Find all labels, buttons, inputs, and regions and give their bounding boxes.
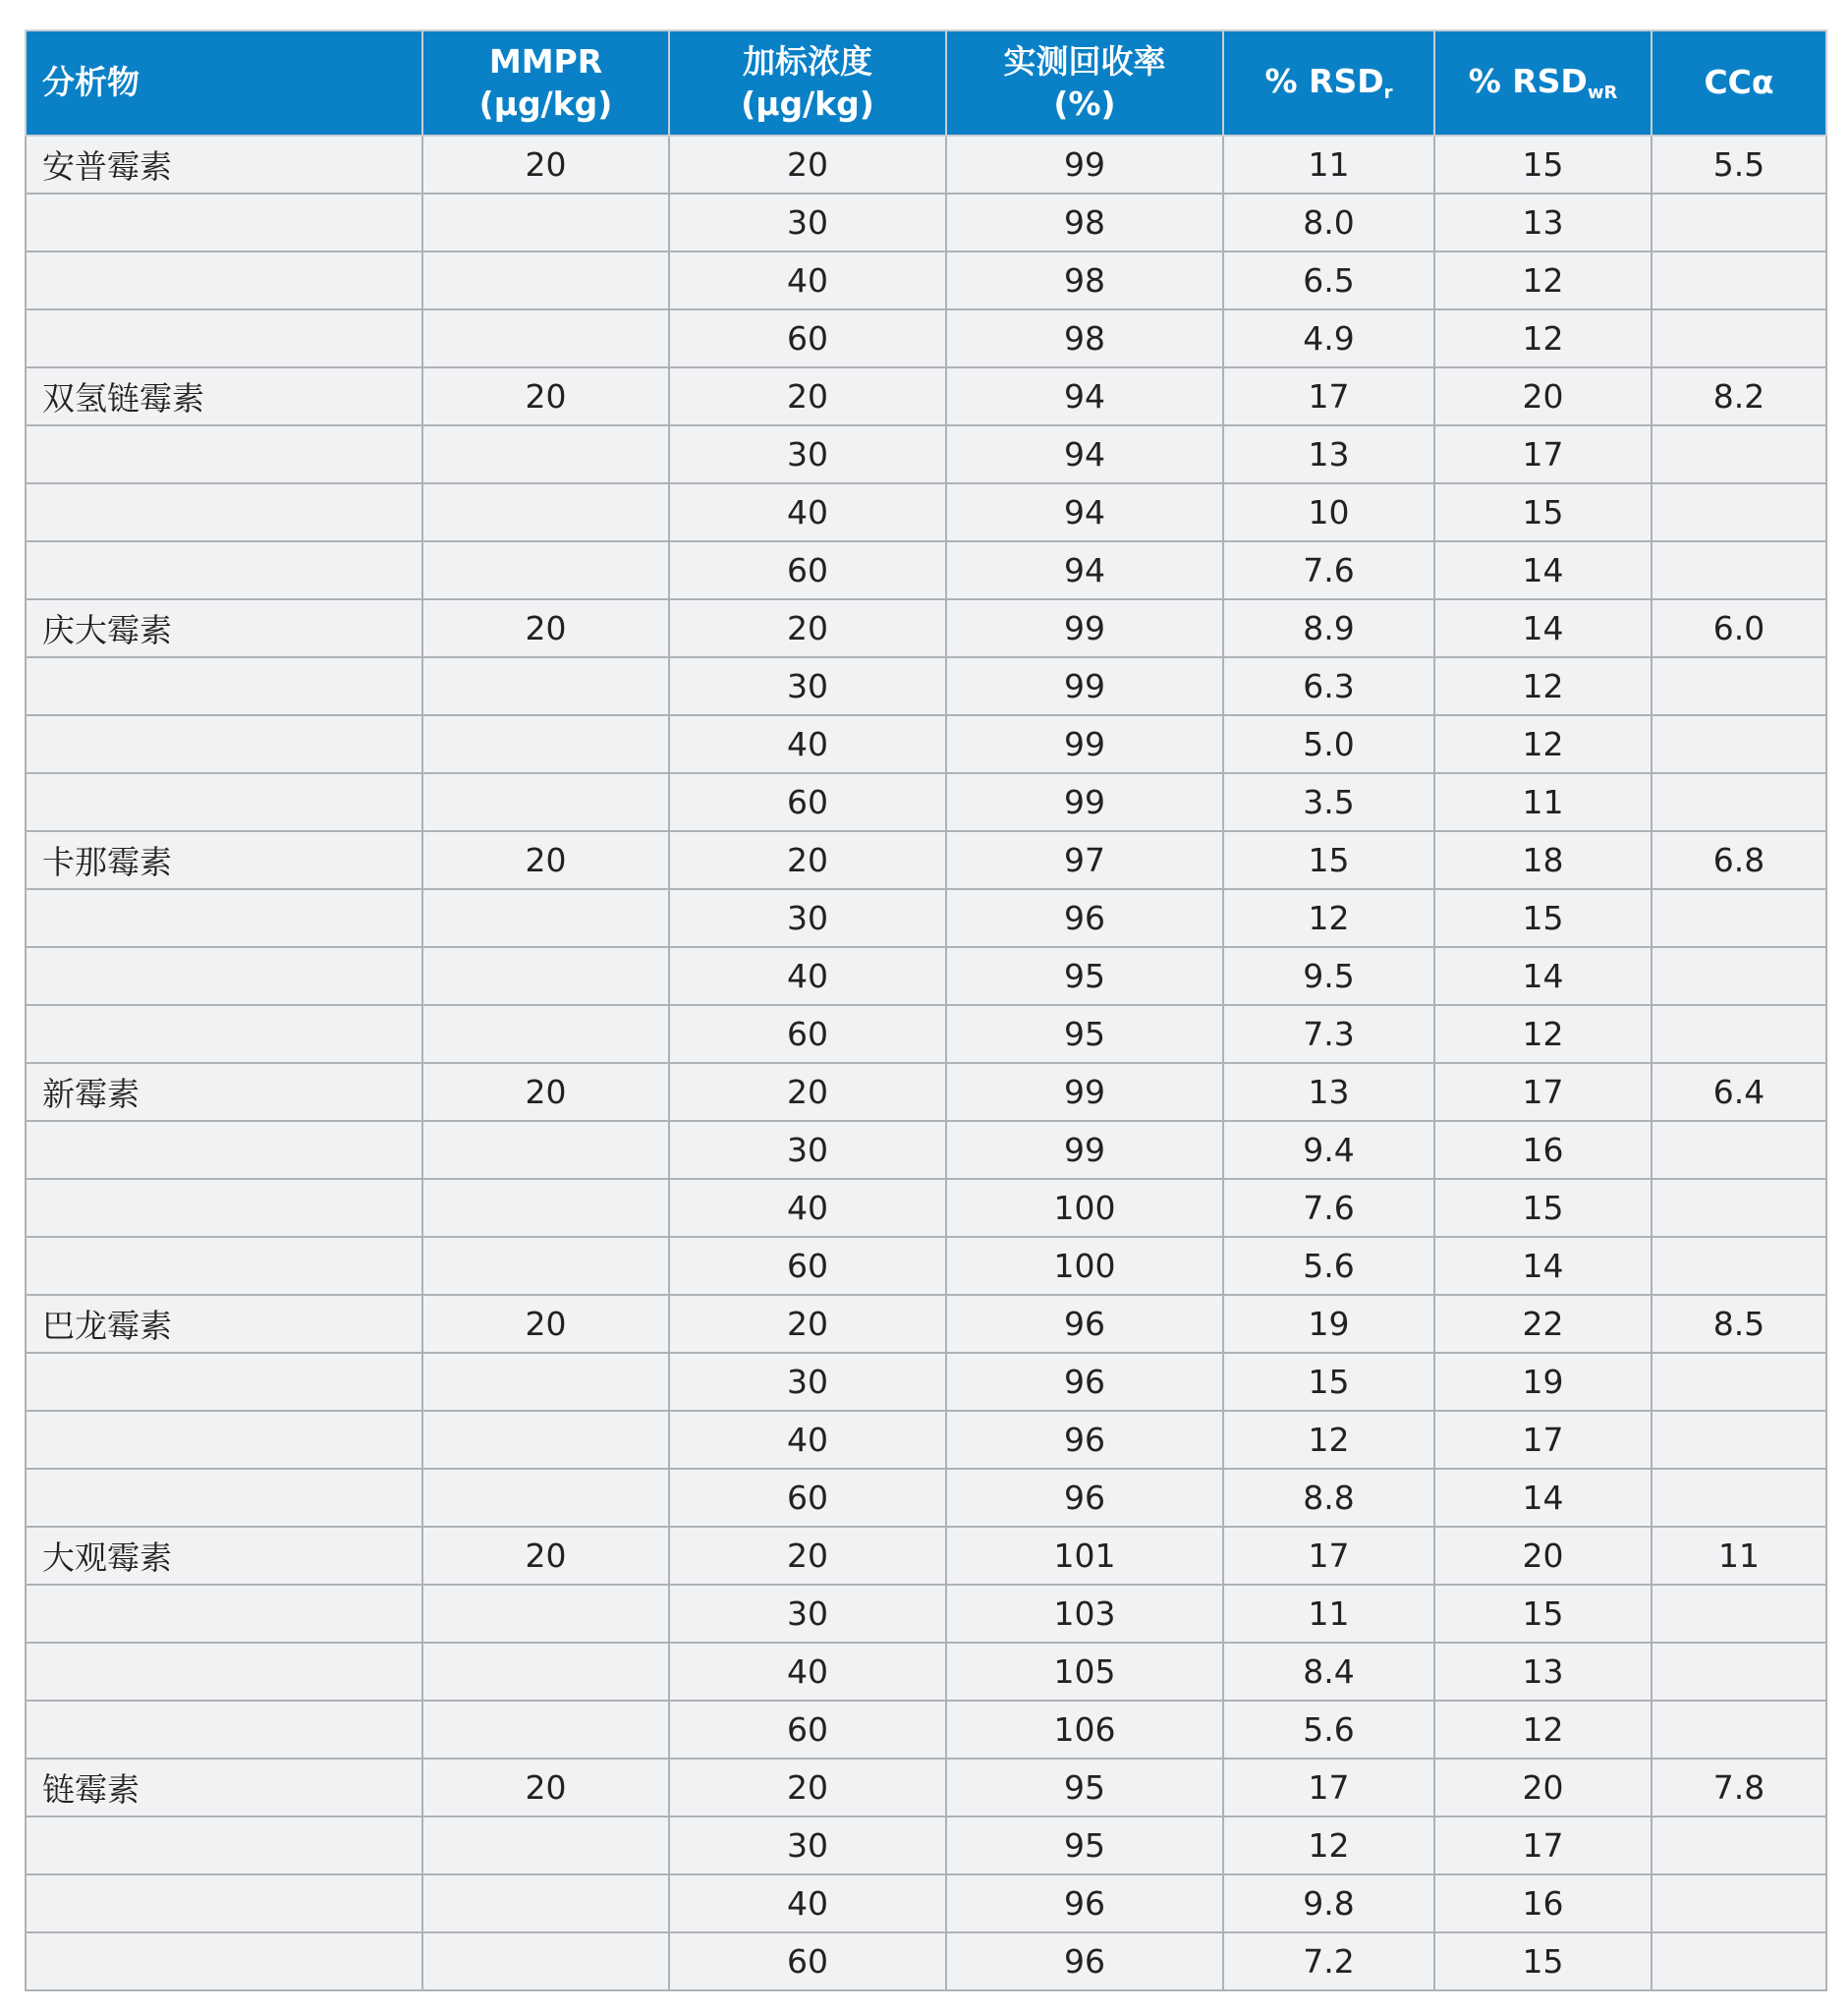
- analyte-cell: [26, 889, 422, 947]
- table-row: [26, 1527, 1826, 1585]
- cc-alpha-cell: 8.2: [1652, 367, 1826, 425]
- header-spike-line1: 加标浓度: [743, 41, 872, 81]
- table-row: [26, 1063, 1826, 1121]
- table-row: [26, 1411, 1826, 1469]
- analyte-cell: [26, 1237, 422, 1295]
- cc-alpha-cell: 6.0: [1652, 599, 1826, 657]
- analyte-cell: [26, 773, 422, 831]
- rsd-r-cell: 19: [1223, 1295, 1434, 1353]
- rsd-r-cell: 7.6: [1223, 1179, 1434, 1237]
- rsd-r-cell: 3.5: [1223, 773, 1434, 831]
- header-rsd-wr: [1434, 30, 1652, 136]
- recovery-cell: 99: [946, 1063, 1223, 1121]
- analyte-cell: [26, 1585, 422, 1643]
- rsd-r-cell: 5.6: [1223, 1237, 1434, 1295]
- spike-cell: 20: [669, 831, 946, 889]
- header-rsd-wr-main: % RSD: [1468, 62, 1588, 101]
- spike-cell: 20: [669, 1295, 946, 1353]
- table-row: [26, 831, 1826, 889]
- cc-alpha-cell: [1652, 425, 1826, 483]
- rsd-wr-cell: 14: [1434, 1237, 1652, 1295]
- spike-cell: 30: [669, 425, 946, 483]
- analyte-cell: [26, 1353, 422, 1411]
- mmpr-cell: [422, 252, 669, 309]
- rsd-r-cell: 13: [1223, 1063, 1434, 1121]
- cc-alpha-cell: 11: [1652, 1527, 1826, 1585]
- table-row: [26, 1932, 1826, 1990]
- spike-cell: 60: [669, 1237, 946, 1295]
- analyte-cell: [26, 1179, 422, 1237]
- cc-alpha-cell: [1652, 1353, 1826, 1411]
- spike-cell: 40: [669, 1179, 946, 1237]
- rsd-r-cell: 12: [1223, 889, 1434, 947]
- analyte-cell: [26, 657, 422, 715]
- rsd-wr-cell: 12: [1434, 309, 1652, 367]
- header-spike-line2: (μg/kg): [741, 84, 874, 123]
- table-row: [26, 1005, 1826, 1063]
- analyte-cell: [26, 1816, 422, 1874]
- spike-cell: 60: [669, 773, 946, 831]
- cc-alpha-cell: [1652, 252, 1826, 309]
- rsd-r-cell: 8.8: [1223, 1469, 1434, 1527]
- recovery-cell: 103: [946, 1585, 1223, 1643]
- recovery-cell: 96: [946, 1469, 1223, 1527]
- table-row: [26, 309, 1826, 367]
- rsd-wr-cell: 20: [1434, 1527, 1652, 1585]
- spike-cell: 60: [669, 541, 946, 599]
- rsd-wr-cell: 18: [1434, 831, 1652, 889]
- recovery-cell: 95: [946, 1005, 1223, 1063]
- rsd-wr-cell: 15: [1434, 1932, 1652, 1990]
- recovery-cell: 96: [946, 1874, 1223, 1932]
- cc-alpha-cell: [1652, 1874, 1826, 1932]
- table-row: [26, 136, 1826, 194]
- recovery-cell: 100: [946, 1179, 1223, 1237]
- analyte-cell: [26, 252, 422, 309]
- spike-cell: 40: [669, 1643, 946, 1701]
- analyte-cell: [26, 1411, 422, 1469]
- results-table-container: [25, 29, 1827, 1991]
- rsd-r-cell: 8.9: [1223, 599, 1434, 657]
- spike-cell: 40: [669, 715, 946, 773]
- rsd-r-cell: 17: [1223, 1527, 1434, 1585]
- cc-alpha-cell: 7.8: [1652, 1759, 1826, 1816]
- cc-alpha-cell: [1652, 1816, 1826, 1874]
- cc-alpha-cell: [1652, 1237, 1826, 1295]
- mmpr-cell: [422, 1237, 669, 1295]
- rsd-wr-cell: 16: [1434, 1874, 1652, 1932]
- spike-cell: 20: [669, 136, 946, 194]
- rsd-r-cell: 9.8: [1223, 1874, 1434, 1932]
- mmpr-cell: [422, 1585, 669, 1643]
- recovery-cell: 98: [946, 252, 1223, 309]
- spike-cell: 40: [669, 252, 946, 309]
- rsd-wr-cell: 15: [1434, 1179, 1652, 1237]
- table-row: [26, 367, 1826, 425]
- recovery-cell: 99: [946, 136, 1223, 194]
- table-row: [26, 1237, 1826, 1295]
- rsd-r-cell: 7.3: [1223, 1005, 1434, 1063]
- rsd-wr-cell: 17: [1434, 1411, 1652, 1469]
- recovery-cell: 95: [946, 1759, 1223, 1816]
- rsd-r-cell: 9.5: [1223, 947, 1434, 1005]
- mmpr-cell: [422, 1643, 669, 1701]
- table-row: [26, 425, 1826, 483]
- mmpr-cell: 20: [422, 831, 669, 889]
- rsd-r-cell: 15: [1223, 1353, 1434, 1411]
- table-row: [26, 1121, 1826, 1179]
- mmpr-cell: [422, 425, 669, 483]
- mmpr-cell: [422, 1353, 669, 1411]
- spike-cell: 40: [669, 483, 946, 541]
- rsd-wr-cell: 17: [1434, 1063, 1652, 1121]
- spike-cell: 30: [669, 657, 946, 715]
- recovery-cell: 95: [946, 1816, 1223, 1874]
- rsd-r-cell: 11: [1223, 1585, 1434, 1643]
- recovery-cell: 96: [946, 889, 1223, 947]
- rsd-wr-cell: 15: [1434, 1585, 1652, 1643]
- spike-cell: 30: [669, 1121, 946, 1179]
- table-row: [26, 1643, 1826, 1701]
- rsd-r-cell: 9.4: [1223, 1121, 1434, 1179]
- table-header-row: [26, 30, 1826, 136]
- spike-cell: 30: [669, 1816, 946, 1874]
- cc-alpha-cell: [1652, 1005, 1826, 1063]
- recovery-cell: 100: [946, 1237, 1223, 1295]
- rsd-wr-cell: 17: [1434, 425, 1652, 483]
- rsd-wr-cell: 11: [1434, 773, 1652, 831]
- mmpr-cell: [422, 657, 669, 715]
- mmpr-cell: [422, 947, 669, 1005]
- spike-cell: 20: [669, 367, 946, 425]
- recovery-cell: 106: [946, 1701, 1223, 1759]
- table-row: [26, 1585, 1826, 1643]
- rsd-wr-cell: 16: [1434, 1121, 1652, 1179]
- analyte-cell: [26, 1874, 422, 1932]
- mmpr-cell: [422, 541, 669, 599]
- spike-cell: 60: [669, 1005, 946, 1063]
- rsd-r-cell: 6.3: [1223, 657, 1434, 715]
- header-recovery-line1: 实测回收率: [1003, 41, 1166, 81]
- header-mmpr-line2: (μg/kg): [478, 84, 613, 123]
- rsd-wr-cell: 14: [1434, 541, 1652, 599]
- rsd-wr-cell: 15: [1434, 889, 1652, 947]
- analyte-cell: [26, 1121, 422, 1179]
- header-mmpr-line1: MMPR: [488, 41, 603, 81]
- recovery-cell: 99: [946, 715, 1223, 773]
- header-analyte-label: 分析物: [42, 63, 140, 102]
- spike-cell: 20: [669, 599, 946, 657]
- analyte-cell: [26, 483, 422, 541]
- rsd-r-cell: 11: [1223, 136, 1434, 194]
- cc-alpha-cell: [1652, 541, 1826, 599]
- mmpr-cell: [422, 1816, 669, 1874]
- recovery-cell: 97: [946, 831, 1223, 889]
- rsd-r-cell: 8.0: [1223, 194, 1434, 252]
- rsd-r-cell: 7.6: [1223, 541, 1434, 599]
- rsd-wr-cell: 14: [1434, 1469, 1652, 1527]
- header-spike-concentration: [669, 30, 946, 136]
- spike-cell: 60: [669, 1701, 946, 1759]
- analyte-cell: [26, 1643, 422, 1701]
- table-row: [26, 1353, 1826, 1411]
- mmpr-cell: [422, 1411, 669, 1469]
- recovery-cell: 94: [946, 483, 1223, 541]
- spike-cell: 30: [669, 1353, 946, 1411]
- analyte-cell: 新霉素: [26, 1063, 422, 1121]
- mmpr-cell: [422, 1932, 669, 1990]
- rsd-wr-cell: 12: [1434, 715, 1652, 773]
- recovery-cell: 99: [946, 1121, 1223, 1179]
- recovery-cell: 94: [946, 367, 1223, 425]
- table-row: [26, 947, 1826, 1005]
- rsd-r-cell: 15: [1223, 831, 1434, 889]
- analyte-cell: 链霉素: [26, 1759, 422, 1816]
- mmpr-cell: [422, 1701, 669, 1759]
- rsd-wr-cell: 14: [1434, 599, 1652, 657]
- spike-cell: 20: [669, 1759, 946, 1816]
- recovery-cell: 94: [946, 541, 1223, 599]
- table-row: [26, 541, 1826, 599]
- recovery-cell: 94: [946, 425, 1223, 483]
- rsd-r-cell: 6.5: [1223, 252, 1434, 309]
- recovery-cell: 105: [946, 1643, 1223, 1701]
- analyte-cell: [26, 1701, 422, 1759]
- table-row: [26, 1295, 1826, 1353]
- recovery-cell: 96: [946, 1932, 1223, 1990]
- recovery-cell: 99: [946, 657, 1223, 715]
- analyte-cell: [26, 715, 422, 773]
- mmpr-cell: [422, 773, 669, 831]
- recovery-cell: 96: [946, 1411, 1223, 1469]
- rsd-r-cell: 10: [1223, 483, 1434, 541]
- rsd-r-cell: 12: [1223, 1411, 1434, 1469]
- rsd-wr-cell: 12: [1434, 252, 1652, 309]
- table-row: [26, 194, 1826, 252]
- cc-alpha-cell: 8.5: [1652, 1295, 1826, 1353]
- header-rsd-r-sub: r: [1383, 83, 1393, 104]
- rsd-r-cell: 17: [1223, 1759, 1434, 1816]
- cc-alpha-cell: [1652, 1643, 1826, 1701]
- cc-alpha-cell: [1652, 194, 1826, 252]
- mmpr-cell: 20: [422, 1759, 669, 1816]
- rsd-r-cell: 8.4: [1223, 1643, 1434, 1701]
- mmpr-cell: [422, 1005, 669, 1063]
- cc-alpha-cell: [1652, 309, 1826, 367]
- rsd-wr-cell: 12: [1434, 657, 1652, 715]
- analyte-cell: 双氢链霉素: [26, 367, 422, 425]
- spike-cell: 60: [669, 1469, 946, 1527]
- rsd-wr-cell: 14: [1434, 947, 1652, 1005]
- mmpr-cell: [422, 483, 669, 541]
- rsd-r-cell: 17: [1223, 367, 1434, 425]
- recovery-cell: 95: [946, 947, 1223, 1005]
- rsd-r-cell: 12: [1223, 1816, 1434, 1874]
- cc-alpha-cell: [1652, 1585, 1826, 1643]
- analyte-cell: [26, 194, 422, 252]
- rsd-r-cell: 5.0: [1223, 715, 1434, 773]
- recovery-cell: 98: [946, 309, 1223, 367]
- cc-alpha-cell: [1652, 483, 1826, 541]
- cc-alpha-cell: [1652, 715, 1826, 773]
- table-body: [26, 136, 1826, 1990]
- table-row: [26, 1179, 1826, 1237]
- rsd-wr-cell: 19: [1434, 1353, 1652, 1411]
- table-row: [26, 889, 1826, 947]
- rsd-r-cell: 4.9: [1223, 309, 1434, 367]
- table-row: [26, 1759, 1826, 1816]
- header-rsd-r-main: % RSD: [1264, 62, 1384, 101]
- mmpr-cell: [422, 1179, 669, 1237]
- rsd-wr-cell: 15: [1434, 483, 1652, 541]
- rsd-wr-cell: 17: [1434, 1816, 1652, 1874]
- analyte-cell: [26, 425, 422, 483]
- table-row: [26, 1469, 1826, 1527]
- spike-cell: 40: [669, 1411, 946, 1469]
- header-rsd-wr-sub: wR: [1587, 83, 1618, 104]
- rsd-r-cell: 13: [1223, 425, 1434, 483]
- mmpr-cell: 20: [422, 1527, 669, 1585]
- mmpr-cell: 20: [422, 1295, 669, 1353]
- cc-alpha-cell: 6.8: [1652, 831, 1826, 889]
- header-cc-alpha-label: CCα: [1704, 63, 1774, 102]
- recovery-results-table: [25, 29, 1827, 1991]
- rsd-r-cell: 5.6: [1223, 1701, 1434, 1759]
- header-mmpr: [422, 30, 669, 136]
- mmpr-cell: [422, 309, 669, 367]
- rsd-wr-cell: 20: [1434, 1759, 1652, 1816]
- rsd-wr-cell: 13: [1434, 194, 1652, 252]
- table-row: [26, 252, 1826, 309]
- analyte-cell: 庆大霉素: [26, 599, 422, 657]
- recovery-cell: 99: [946, 773, 1223, 831]
- analyte-cell: 安普霉素: [26, 136, 422, 194]
- analyte-cell: [26, 1005, 422, 1063]
- cc-alpha-cell: [1652, 1469, 1826, 1527]
- mmpr-cell: [422, 889, 669, 947]
- spike-cell: 60: [669, 1932, 946, 1990]
- cc-alpha-cell: 5.5: [1652, 136, 1826, 194]
- header-cc-alpha: [1652, 30, 1826, 136]
- spike-cell: 30: [669, 1585, 946, 1643]
- spike-cell: 30: [669, 194, 946, 252]
- recovery-cell: 101: [946, 1527, 1223, 1585]
- spike-cell: 40: [669, 947, 946, 1005]
- cc-alpha-cell: [1652, 1932, 1826, 1990]
- rsd-r-cell: 7.2: [1223, 1932, 1434, 1990]
- analyte-cell: 卡那霉素: [26, 831, 422, 889]
- mmpr-cell: [422, 1469, 669, 1527]
- cc-alpha-cell: [1652, 773, 1826, 831]
- table-row: [26, 773, 1826, 831]
- rsd-wr-cell: 22: [1434, 1295, 1652, 1353]
- analyte-cell: [26, 1932, 422, 1990]
- cc-alpha-cell: [1652, 1121, 1826, 1179]
- cc-alpha-cell: [1652, 1701, 1826, 1759]
- mmpr-cell: 20: [422, 599, 669, 657]
- rsd-wr-cell: 15: [1434, 136, 1652, 194]
- header-analyte: [26, 30, 422, 136]
- cc-alpha-cell: 6.4: [1652, 1063, 1826, 1121]
- header-recovery-line2: (%): [1053, 84, 1116, 123]
- rsd-wr-cell: 20: [1434, 367, 1652, 425]
- mmpr-cell: [422, 715, 669, 773]
- rsd-wr-cell: 12: [1434, 1005, 1652, 1063]
- recovery-cell: 96: [946, 1295, 1223, 1353]
- spike-cell: 60: [669, 309, 946, 367]
- table-row: [26, 1701, 1826, 1759]
- header-rsd-r: [1223, 30, 1434, 136]
- rsd-wr-cell: 12: [1434, 1701, 1652, 1759]
- mmpr-cell: [422, 1121, 669, 1179]
- table-row: [26, 483, 1826, 541]
- rsd-wr-cell: 13: [1434, 1643, 1652, 1701]
- spike-cell: 30: [669, 889, 946, 947]
- spike-cell: 40: [669, 1874, 946, 1932]
- table-row: [26, 599, 1826, 657]
- mmpr-cell: [422, 1874, 669, 1932]
- mmpr-cell: 20: [422, 367, 669, 425]
- recovery-cell: 99: [946, 599, 1223, 657]
- table-row: [26, 715, 1826, 773]
- spike-cell: 20: [669, 1527, 946, 1585]
- spike-cell: 20: [669, 1063, 946, 1121]
- analyte-cell: [26, 1469, 422, 1527]
- recovery-cell: 98: [946, 194, 1223, 252]
- table-row: [26, 1816, 1826, 1874]
- mmpr-cell: 20: [422, 1063, 669, 1121]
- recovery-cell: 96: [946, 1353, 1223, 1411]
- analyte-cell: 巴龙霉素: [26, 1295, 422, 1353]
- cc-alpha-cell: [1652, 1179, 1826, 1237]
- analyte-cell: [26, 947, 422, 1005]
- cc-alpha-cell: [1652, 947, 1826, 1005]
- mmpr-cell: 20: [422, 136, 669, 194]
- analyte-cell: [26, 309, 422, 367]
- analyte-cell: [26, 541, 422, 599]
- cc-alpha-cell: [1652, 889, 1826, 947]
- mmpr-cell: [422, 194, 669, 252]
- table-row: [26, 1874, 1826, 1932]
- table-row: [26, 657, 1826, 715]
- analyte-cell: 大观霉素: [26, 1527, 422, 1585]
- cc-alpha-cell: [1652, 1411, 1826, 1469]
- cc-alpha-cell: [1652, 657, 1826, 715]
- header-recovery: [946, 30, 1223, 136]
